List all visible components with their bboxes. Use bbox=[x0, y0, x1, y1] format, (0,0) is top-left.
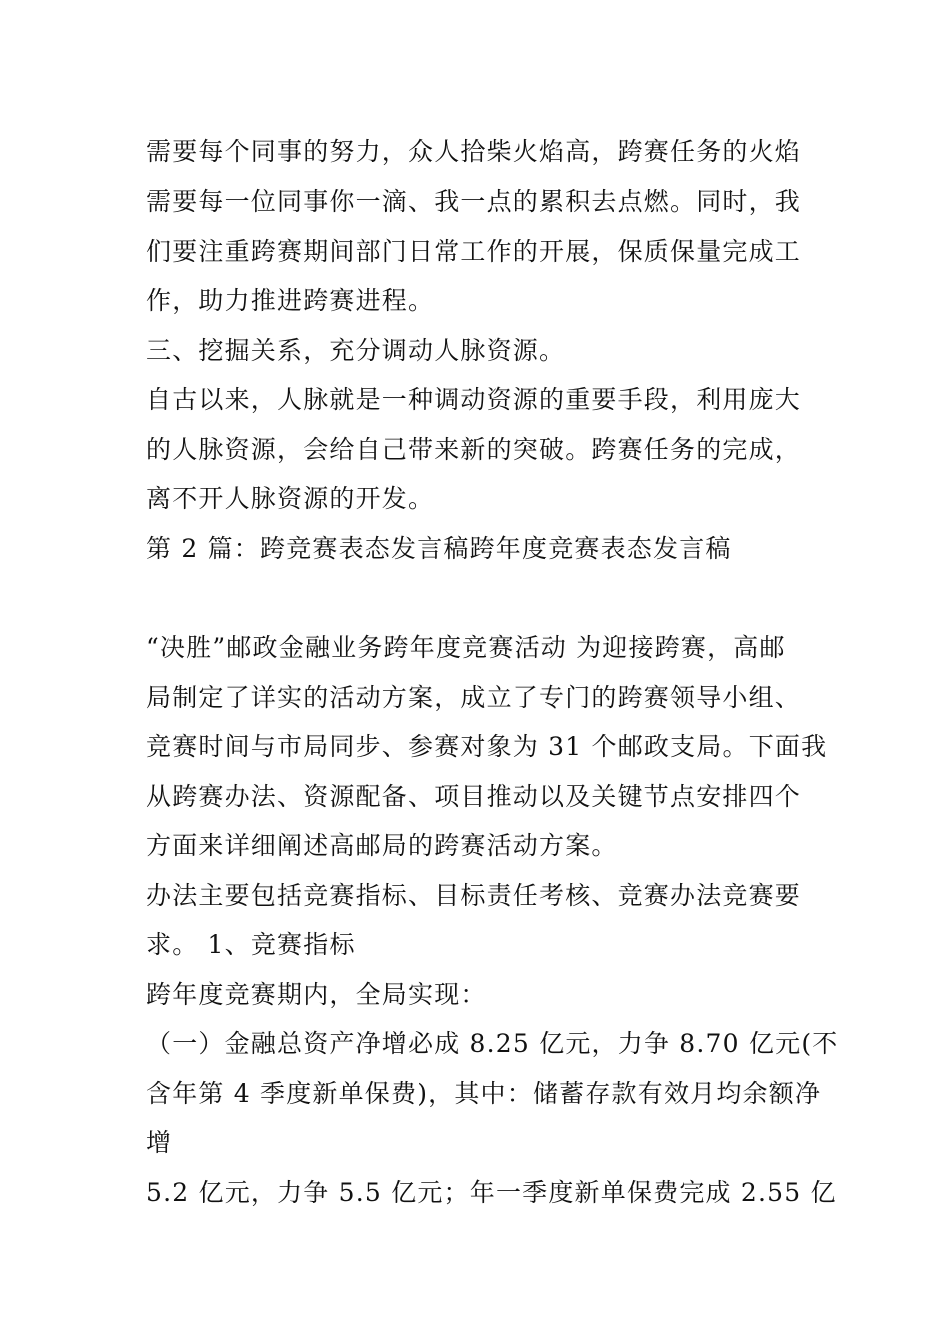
text-line: （一）金融总资产净增必成 8.25 亿元，力争 8.70 亿元(不 bbox=[146, 1029, 839, 1058]
section-heading: 三、挖掘关系，充分调动人脉资源。 bbox=[146, 336, 566, 365]
article-title: 第 2 篇：跨竞赛表态发言稿跨年度竞赛表态发言稿 bbox=[146, 534, 732, 563]
text-line: 跨年度竞赛期内，全局实现： bbox=[146, 980, 487, 1009]
text-line: 办法主要包括竞赛指标、目标责任考核、竞赛办法竞赛要 bbox=[146, 881, 802, 910]
text-line: 含年第 4 季度新单保费)，其中：储蓄存款有效月均余额净 bbox=[146, 1079, 822, 1108]
text-line: 方面来详细阐述高邮局的跨赛活动方案。 bbox=[146, 831, 618, 860]
text-line: 作，助力推进跨赛进程。 bbox=[146, 286, 435, 315]
text-line: 自古以来，人脉就是一种调动资源的重要手段，利用庞大 bbox=[146, 385, 802, 414]
text-line: 们要注重跨赛期间部门日常工作的开展，保质保量完成工 bbox=[146, 237, 802, 266]
text-line: 局制定了详实的活动方案，成立了专门的跨赛领导小组、 bbox=[146, 683, 802, 712]
text-line: 增 bbox=[146, 1128, 173, 1157]
text-line: “决胜”邮政金融业务跨年度竞赛活动 为迎接跨赛，高邮 bbox=[146, 633, 786, 662]
text-line: 离不开人脉资源的开发。 bbox=[146, 484, 435, 513]
text-line: 5.2 亿元，力争 5.5 亿元；年一季度新单保费完成 2.55 亿 bbox=[146, 1178, 837, 1207]
text-line: 从跨赛办法、资源配备、项目推动以及关键节点安排四个 bbox=[146, 782, 802, 811]
text-line: 求。 1、竞赛指标 bbox=[146, 930, 356, 959]
text-line: 需要每一位同事你一滴、我一点的累积去点燃。同时，我 bbox=[146, 187, 802, 216]
text-line: 的人脉资源，会给自己带来新的突破。跨赛任务的完成， bbox=[146, 435, 802, 464]
text-line: 竞赛时间与市局同步、参赛对象为 31 个邮政支局。下面我 bbox=[146, 732, 828, 761]
text-line: 需要每个同事的努力，众人拾柴火焰高，跨赛任务的火焰 bbox=[146, 137, 802, 166]
